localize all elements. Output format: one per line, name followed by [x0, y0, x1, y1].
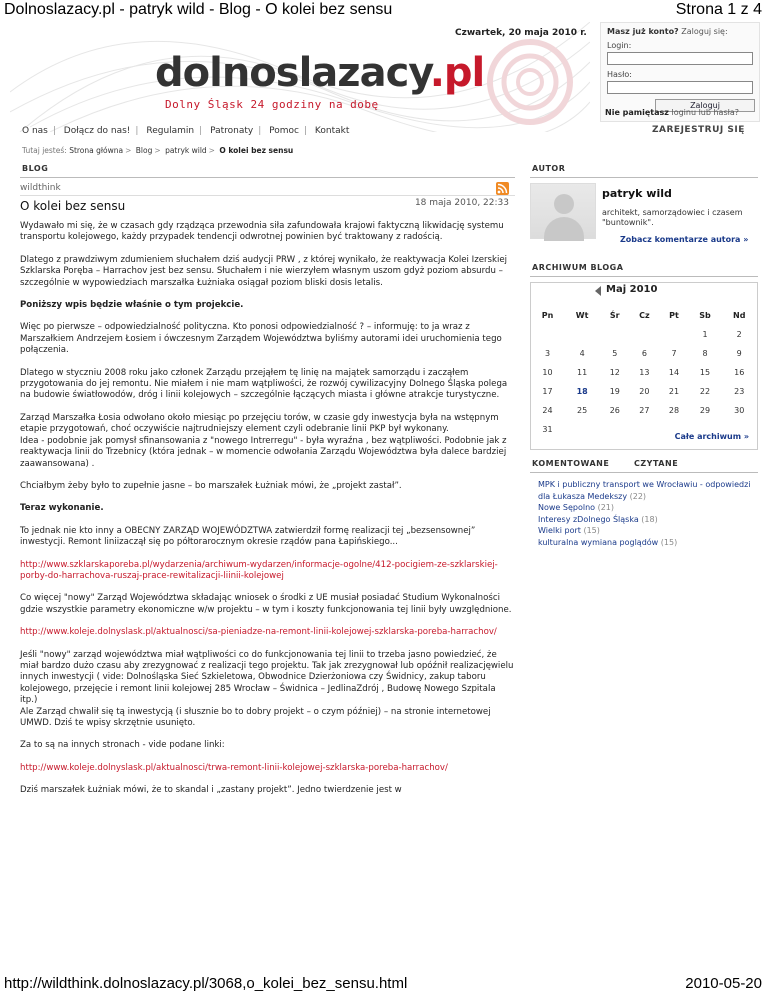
blog-post: [20, 183, 515, 808]
calendar-day[interactable]: 14: [668, 368, 680, 377]
commented-post-link[interactable]: MPK i publiczny transport we Wrocławiu - odpowiedzi dla Łukasza Medekszy: [538, 480, 751, 501]
calendar-day[interactable]: 12: [609, 368, 620, 377]
register-link[interactable]: ZAREJESTRUJ SIĘ: [652, 125, 745, 135]
author-comments-link[interactable]: Zobacz komentarze autora »: [620, 235, 749, 244]
comment-count: (21): [597, 503, 615, 512]
nav-rules[interactable]: Regulamin: [146, 126, 195, 136]
tab-commented[interactable]: KOMENTOWANE: [532, 459, 610, 468]
commented-post-link[interactable]: Interesy zDolnego Śląska: [538, 514, 639, 524]
calendar-day[interactable]: 15: [699, 368, 711, 377]
login-input[interactable]: [607, 52, 753, 65]
post-paragraph: Dlatego w styczniu 2008 roku jako członek Zarządu przejąłem tę linię na majątek samorządu i zacząłem przygotowania do jej remontu. Nie miałem i nie mam wątpliwości, że rozwój cywilizacyjny Dolnego Śląska polega na budowie światłowodów, dróg i linii kolejowych – szczególnie łączących miasta i główne atrakcje turystyczne.: [20, 367, 508, 401]
calendar-day[interactable]: 4: [579, 349, 585, 358]
post-title: O kolei bez sensu: [20, 199, 126, 213]
forgot-rest: loginu lub hasła?: [671, 108, 740, 117]
comment-count: (15): [660, 537, 678, 547]
blog-name[interactable]: wildthink: [20, 183, 61, 193]
nav-patronage[interactable]: Patronaty: [210, 126, 254, 136]
author-section-heading: AUTOR: [530, 164, 758, 178]
calendar-empty-cell: [564, 325, 600, 344]
post-paragraph: Wydawało mi się, że w czasach gdy rządząca przewodnia siła zafundowała krajowi faktyczną likwidację systemu transportu kolejowego, każdy przypadek tendencji odwrotnej powinien być traktowany z radością.: [20, 221, 504, 243]
calendar-day[interactable]: 11: [577, 368, 588, 377]
calendar-day[interactable]: 26: [609, 406, 620, 415]
calendar-day[interactable]: 30: [734, 406, 745, 415]
post-link[interactable]: http://www.koleje.dolnyslask.pl/aktualnosci/sa-pieniadze-na-remont-linii-kolejowej-szklarska-poreba-harrachov/: [20, 627, 497, 638]
post-paragraph: Więc po pierwsze – odpowiedzialność polityczna. Kto ponosi odpowiedzialność ? – informuję: to ja wraz z Marszałkiem Andrzejem Łosiem i ówczesnym Zarządem Województwa byliśmy autorami idei uruchomienia tego połączenia.: [20, 322, 502, 356]
calendar-day[interactable]: 5: [612, 349, 618, 358]
login-button[interactable]: Zaloguj: [655, 99, 755, 112]
logo-tld: .pl: [429, 50, 485, 96]
nav-contact[interactable]: Kontakt: [314, 126, 350, 136]
breadcrumb-home[interactable]: Strona główna: [69, 146, 124, 155]
post-paragraph: Jeśli "nowy" zarząd województwa miał wątpliwości co do funkcjonowania tej linii to trzeba jasno powiedzieć, że miał bardzo dużo czasu aby zrezygnować z realizacji tego projektu. Tak jak zrezygnował lub opóźnił realizacjęwielu innych inwestycji ( vide: Dolnośląska Sieć Szkieletowa, Obwodnice Dzierżoniowa czy Świdnicy, zakup taboru kolejowego, przejęcie i remont linii kolejowej 285 Wrocław – Świdnica – JedlinaZdrój , Budowę Nowego Szpitala itp.): [20, 649, 514, 706]
calendar-empty-cell: [600, 420, 629, 439]
calendar-weekday: Pt: [669, 310, 679, 320]
calendar-empty-cell: [629, 325, 659, 344]
calendar-day[interactable]: 3: [544, 349, 551, 358]
calendar-day[interactable]: 16: [734, 368, 745, 377]
list-item: [538, 525, 753, 537]
calendar-empty-cell: [629, 420, 659, 439]
rss-icon[interactable]: [496, 182, 509, 195]
site-logo[interactable]: [155, 50, 484, 96]
password-label: Hasło:: [607, 70, 632, 79]
commented-post-link[interactable]: Nowe Sępolno: [538, 503, 596, 512]
login-prompt: Masz już konto?: [607, 27, 679, 36]
calendar-empty-cell: [531, 325, 564, 344]
calendar-day[interactable]: 19: [609, 387, 620, 396]
commented-post-link[interactable]: kulturalna wymiana poglądów: [538, 537, 659, 547]
post-paragraph: Idea - podobnie jak pomysł sfinansowania z "nowego Intrerregu" - była wyraźna , bez wątpliwości. Podobnie jak z reaktywacja linii do Trzebnicy (która jednak – w momencie odwołania Zarządu Województwa była dalece bardziej zaawansowana) .: [20, 435, 507, 469]
post-bold-paragraph: Poniższy wpis będzie właśnie o tym projekcie.: [20, 300, 244, 311]
calendar-weekday: Wt: [575, 310, 589, 320]
post-paragraph: Chciałbym żeby było to zupełnie jasne – bo marszałek Łużniak mówi, że „projekt zastał”.: [20, 480, 402, 491]
calendar-empty-cell: [659, 325, 688, 344]
post-paragraph: Co więcej "nowy" Zarząd Województwa składając wniosek o środki z UE musiał posiadać Studium Wykonalności gdzie wszystkie parametry ekonomiczne w/w projektu – w tym i koszty funkcjonowania tej linii były uwzględnione.: [20, 593, 512, 615]
comment-count: (18): [641, 514, 658, 524]
calendar-day[interactable]: 20: [639, 387, 650, 396]
breadcrumb-author[interactable]: patryk wild: [165, 146, 207, 155]
calendar-weekday: Śr: [609, 310, 620, 320]
avatar-body-shape: [544, 217, 584, 241]
top-nav: O nas | Dołącz do nas! | Regulamin | Patronaty | Pomoc | Kontakt: [22, 126, 350, 136]
breadcrumb-blog[interactable]: Blog: [135, 146, 153, 155]
current-date: Czwartek, 20 maja 2010 r.: [455, 28, 587, 38]
comment-count: (22): [629, 491, 647, 501]
popular-tabs: [530, 459, 758, 473]
login-label: Login:: [607, 41, 632, 50]
print-title: Dolnoslazacy.pl - patryk wild - Blog - O kolei bez sensu: [4, 1, 393, 18]
author-description: architekt, samorządowiec i czasem "buntownik".: [602, 208, 743, 227]
post-link[interactable]: http://www.szklarskaporeba.pl/wydarzenia/archiwum-wydarzen/informacje-ogolne/412-pocigiem-ze-szklarskiej-porby-do-harrachova-ruszaj-prace-rewitalizacji-liinii-kolejowej: [20, 559, 498, 581]
nav-help[interactable]: Pomoc: [269, 126, 299, 136]
calendar-day[interactable]: 7: [671, 349, 677, 358]
breadcrumb-current: O kolei bez sensu: [219, 146, 294, 155]
login-box: [600, 22, 760, 122]
post-paragraph: Zarząd Marszałka Łosia odwołano około miesiąc po przejęciu torów, w czasie gdy inwestycja była na wstępnym etapie przygotowań, choć oczywiście najtrudniejszy element czyli odebranie linii PKP był wykonany.: [20, 412, 499, 435]
author-name[interactable]: patryk wild: [602, 187, 672, 200]
calendar-day[interactable]: 29: [699, 406, 711, 415]
list-item: [538, 537, 753, 549]
prev-month-arrow-icon[interactable]: [595, 286, 601, 296]
post-link[interactable]: http://www.koleje.dolnyslask.pl/aktualnosci/trwa-remont-linii-kolejowej-szklarska-poreba-harrachov/: [20, 762, 448, 773]
calendar-day[interactable]: 31: [542, 425, 553, 434]
calendar-day[interactable]: 17: [542, 387, 553, 396]
calendar-empty-cell: [564, 420, 600, 439]
nav-about[interactable]: O nas: [22, 126, 48, 136]
blog-section-heading: BLOG: [20, 164, 515, 178]
calendar-weekday: Pn: [541, 310, 554, 320]
post-title-row: [20, 195, 515, 215]
calendar-day[interactable]: 8: [702, 349, 708, 358]
post-paragraph: Ale Zarząd chwalił się tą inwestycją (i słusznie bo to dobry projekt – o czym później) – na stronie internetowej UMWD. Dziś te wpisy skrzętnie usunięto.: [20, 706, 491, 728]
calendar-month: Maj 2010: [606, 284, 658, 295]
calendar-day[interactable]: 27: [639, 406, 650, 415]
calendar-day[interactable]: 21: [668, 387, 680, 396]
calendar-day[interactable]: 6: [641, 349, 647, 358]
calendar-grid: [531, 305, 757, 439]
calendar-day[interactable]: 10: [542, 368, 553, 377]
archive-heading: ARCHIWUM BLOGA: [530, 263, 758, 277]
post-paragraph: Za to są na innych stronach - vide podane linki:: [20, 740, 225, 751]
print-footer: [0, 975, 768, 994]
print-page-number: Strona 1 z 4: [675, 1, 762, 18]
breadcrumb: Tutaj jesteś: Strona główna > Blog > patryk wild > O kolei bez sensu: [22, 146, 294, 155]
post-date: 18 maja 2010, 22:33: [414, 198, 509, 208]
post-bold-paragraph: Teraz wykonanie.: [20, 503, 104, 514]
calendar-empty-cell: [600, 325, 629, 344]
full-archive-link[interactable]: Całe archiwum »: [674, 432, 749, 441]
list-item: [538, 502, 753, 514]
calendar-day[interactable]: 2: [736, 330, 742, 339]
forgot-bold: Nie pamiętasz: [605, 108, 669, 117]
print-date: 2010-05-20: [685, 975, 762, 992]
calendar-day[interactable]: 23: [734, 387, 745, 396]
archive-calendar: [530, 282, 758, 450]
post-paragraph: To jednak nie kto inny a OBECNY ZARZĄD WOJEWÓDZTWA zatwierdził formę realizacji tej „bezsensownej” inwestycji. Remont liniizaczął się po półtorarocznym okresie rządów pana Łapińskiego...: [20, 525, 476, 548]
logo-tagline: Dolny Śląsk 24 godziny na dobę: [165, 98, 379, 111]
calendar-day[interactable]: 22: [699, 387, 711, 396]
avatar[interactable]: [530, 183, 596, 239]
calendar-day[interactable]: 25: [577, 406, 588, 415]
password-input[interactable]: [607, 81, 753, 94]
login-prompt-2: Zaloguj się:: [681, 27, 728, 36]
breadcrumb-prefix: Tutaj jesteś:: [22, 146, 67, 155]
commented-post-link[interactable]: Wielki port: [538, 526, 581, 535]
tab-read[interactable]: CZYTANE: [634, 459, 679, 468]
calendar-day[interactable]: 18: [576, 387, 588, 396]
comment-count: (15): [583, 526, 600, 535]
calendar-day[interactable]: 1: [702, 330, 708, 339]
calendar-day[interactable]: 9: [736, 349, 742, 358]
avatar-head-shape: [554, 194, 574, 214]
logo-main: dolnoslazacy: [155, 50, 430, 96]
forgot-password[interactable]: [605, 108, 739, 117]
print-header: [0, 0, 768, 24]
post-paragraph: Dziś marszałek Łużniak mówi, że to skandal i „zastany projekt”. Jedno twierdzenie jest w: [20, 785, 402, 796]
calendar-day[interactable]: 24: [542, 406, 553, 415]
list-item: [538, 479, 753, 502]
calendar-weekday: Cz: [639, 310, 650, 320]
nav-join[interactable]: Dołącz do nas!: [63, 126, 131, 136]
calendar-day[interactable]: 28: [668, 406, 680, 415]
calendar-day[interactable]: 13: [639, 368, 650, 377]
print-url: http://wildthink.dolnoslazacy.pl/3068,o_kolei_bez_sensu.html: [4, 975, 408, 992]
post-paragraph: Dlatego z prawdziwym zdumieniem słuchałem dziś audycji PRW , z której wynikało, że reaktywacja Kolei Izerskiej Szklarska Poręba – Harrachov jest bez sensu. Słuchałem i nie wierzyłem własnym uszom gdyż poziom absurdu – szczególnie w wypowiedziach marszałka Łużniaka osiągał poziom bliski dosis letalis.: [20, 254, 508, 288]
list-item: [538, 514, 753, 526]
commented-list: [538, 479, 753, 548]
post-body: [20, 221, 515, 797]
calendar-weekday: Sb: [699, 310, 711, 320]
calendar-weekday: Nd: [733, 310, 746, 320]
